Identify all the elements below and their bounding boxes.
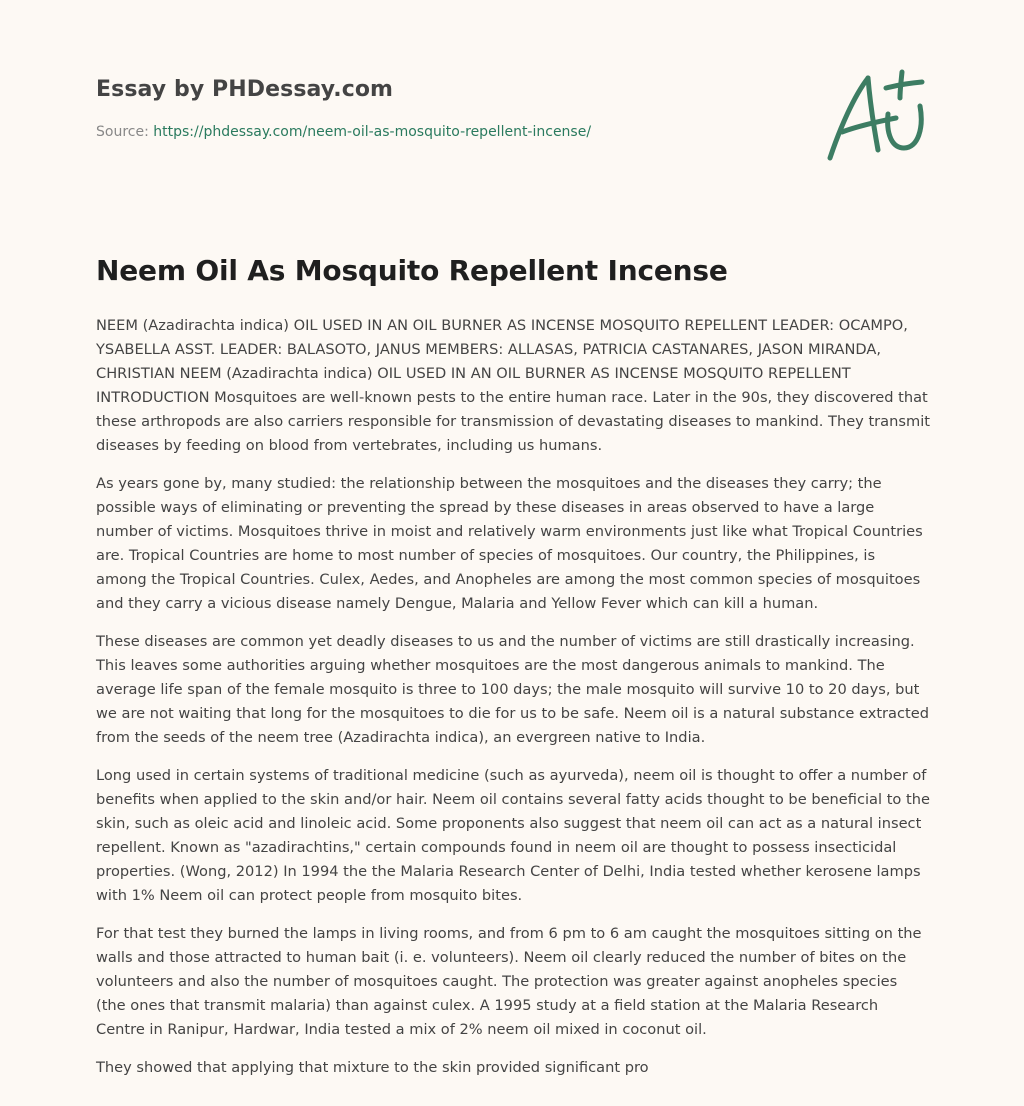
- source-link[interactable]: https://phdessay.com/neem-oil-as-mosquito-repellent-incense/: [153, 124, 592, 140]
- essay-paragraph: NEEM (Azadirachta indica) OIL USED IN AN OIL BURNER AS INCENSE MOSQUITO REPELLENT LEADER: OCAMPO, YSABELLA ASST. LEADER: BALASOTO, JANUS MEMBERS: ALLASAS, PATRICIA CASTANARES, JASON MIRANDA, CHRISTIAN NEEM (Azadirachta indica) OIL USED IN AN OIL BURNER AS INCENSE MOSQUITO REPELLENT INTRODUCTION Mosquitoes are well-known pests to the entire human race. Later in the 90s, they discovered that these arthropods are also carriers responsible for transmission of devastating diseases to mankind. They transmit diseases by feeding on blood from vertebrates, including us humans.: [96, 317, 930, 454]
- essay-paragraph: Long used in certain systems of traditional medicine (such as ayurveda), neem oil is thought to offer a number of benefits when applied to the skin and/or hair. Neem oil contains several fatty acids thought to be beneficial to the skin, such as oleic acid and linoleic acid. Some proponents also suggest that neem oil can act as a natural insect repellent. Known as "azadirachtins," certain compounds found in neem oil are thought to possess insecticidal properties. (Wong, 2012) In 1994 the the Malaria Research Center of Delhi, India tested whether kerosene lamps with 1% Neem oil can protect people from mosquito bites.: [96, 767, 930, 904]
- essay-paragraph: As years gone by, many studied: the relationship between the mosquitoes and the diseases they carry; the possible ways of eliminating or preventing the spread by these diseases in areas observed to have a large number of victims. Mosquitoes thrive in moist and relatively warm environments just like what Tropical Countries are. Tropical Countries are home to most number of species of mosquitoes. Our country, the Philippines, is among the Tropical Countries. Culex, Aedes, and Anopheles are among the most common species of mosquitoes and they carry a vicious disease namely Dengue, Malaria and Yellow Fever which can kill a human.: [96, 475, 923, 612]
- logo-a-right-stroke: [868, 78, 878, 150]
- source-line: [96, 124, 591, 140]
- essay-title: Neem Oil As Mosquito Repellent Incense: [96, 254, 728, 287]
- source-label: Source:: [96, 124, 149, 140]
- essay-paragraph: These diseases are common yet deadly diseases to us and the number of victims are still drastically increasing. This leaves some authorities arguing whether mosquitoes are the most dangerous animals to mankind. The average life span of the female mosquito is three to 100 days; the male mosquito will survive 10 to 20 days, but we are not waiting that long for the mosquitoes to die for us to be safe. Neem oil is a natural substance extracted from the seeds of the neem tree (Azadirachta indica), an evergreen native to India.: [96, 633, 929, 746]
- essay-paragraph: For that test they burned the lamps in living rooms, and from 6 pm to 6 am caught the mosquitoes sitting on the walls and those attracted to human bait (i. e. volunteers). Neem oil clearly reduced the number of bites on the volunteers and also the number of mosquitoes caught. The protection was greater against anopheles species (the ones that transmit malaria) than against culex. A 1995 study at a field station at the Malaria Research Centre in Ranipur, Hardwar, India tested a mix of 2% neem oil mixed in coconut oil.: [96, 925, 922, 1038]
- logo-check-loop: [888, 106, 922, 148]
- essay-body: [96, 314, 930, 1094]
- logo-plus-horizontal: [886, 82, 922, 88]
- a-plus-logo-icon: [824, 66, 930, 166]
- essay-paragraph: They showed that applying that mixture to the skin provided significant pro: [96, 1059, 649, 1076]
- site-title: Essay by PHDessay.com: [96, 77, 394, 102]
- logo-a-left-stroke: [830, 78, 868, 158]
